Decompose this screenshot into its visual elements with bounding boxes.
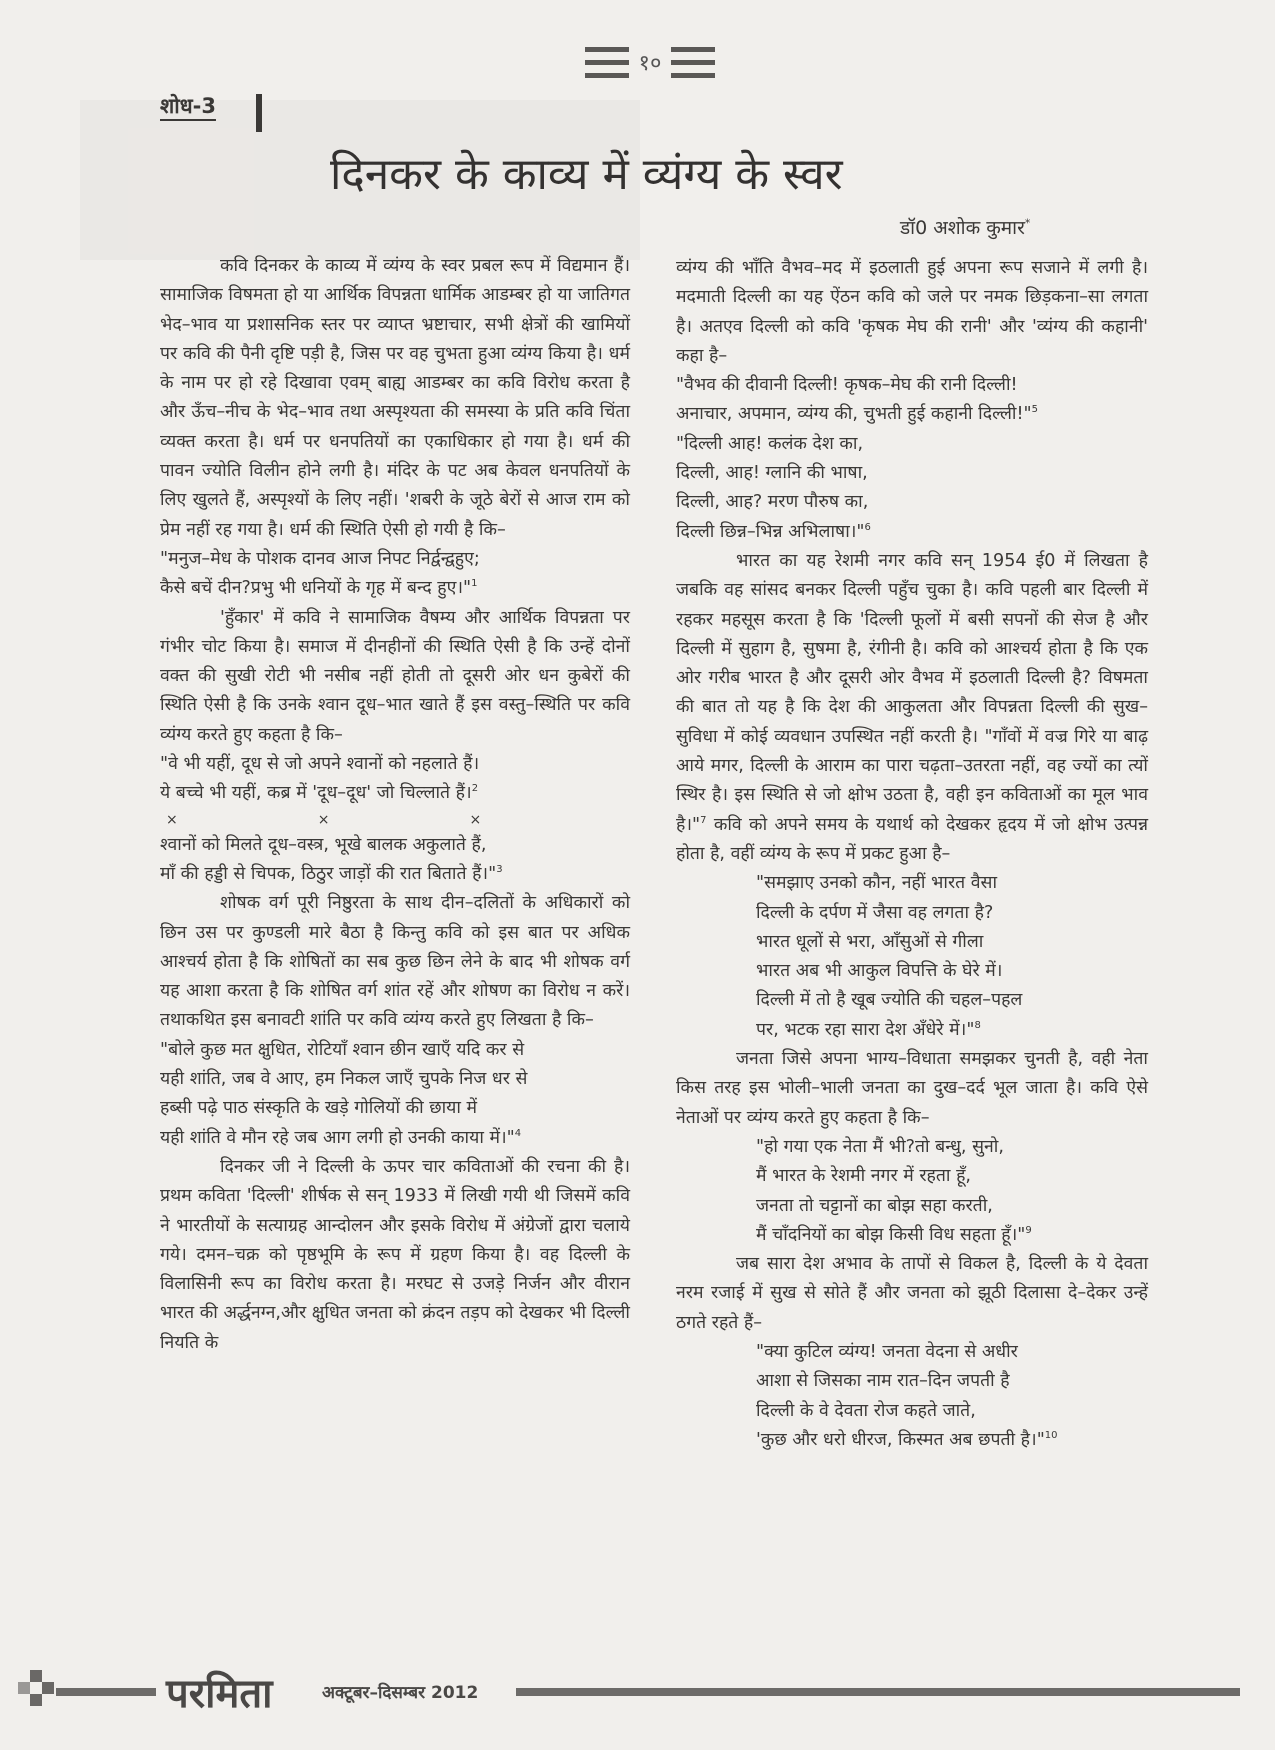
- text-run: "वैभव की दीवानी दिल्ली! कृषक–मेघ की रानी दिल्ली!: [676, 375, 1018, 396]
- verse-line: [676, 430, 1148, 459]
- text-run: मैं चाँदनियों का बोझ किसी विध सहता हूँ।": [756, 1224, 1026, 1245]
- footer-brand: परमिता: [166, 1671, 273, 1717]
- verse-line: [676, 1426, 1148, 1455]
- text-run: दिनकर जी ने दिल्ली के ऊपर चार कविताओं की रचना की है। प्रथम कविता 'दिल्ली' शीर्षक से सन् 1933 में लिखी गयी थी जिसमें कवि ने भारतीयों के सत्याग्रह आन्दोलन और इसके विरोध में अंग्रेजों द्वारा चलाये गये। दमन–चक्र को पृष्ठभूमि के रूप में ग्रहण किया है। वह दिल्ली के विलासिनी रूप का विरोध करता है। मरघट से उजड़े निर्जन और वीरान भारत की अर्द्धनग्न,और क्षुधित जनता को क्रंदन तड़प को देखकर भी दिल्ली नियति के: [160, 1156, 630, 1353]
- section-break-cross: ×: [317, 811, 330, 828]
- author-footnote-mark: *: [1024, 216, 1031, 230]
- text-run: दिल्ली, आह? मरण पौरुष का,: [676, 492, 869, 513]
- page-number: १०: [638, 51, 662, 76]
- right-column: [676, 254, 1148, 1455]
- text-run: भारत धूलों से भरा, आँसुओं से गीला: [756, 931, 984, 952]
- body-paragraph: [160, 889, 630, 1035]
- footer-date: अक्टूबर–दिसम्बर 2012: [322, 1683, 479, 1703]
- verse-line: [676, 1016, 1148, 1045]
- author-line: [900, 214, 1030, 240]
- text-run: आशा से जिसका नाम रात–दिन जपती है: [756, 1371, 1010, 1392]
- text-run: भारत का यह रेशमी नगर कवि सन् 1954 ई0 में लिखता है जबकि वह सांसद बनकर दिल्ली पहुँच चुका है। कवि पहली बार दिल्ली में रहकर महसूस करता है कि 'दिल्ली फूलों में बसी सपनों की सेज है और दिल्ली में सुहाग है, सुषमा है, रंगीनी है। कवि को आश्चर्य होता है कि एक ओर गरीब भारत है और दूसरी ओर वैभव में इठलाती दिल्ली है? विषमता की बात तो यह है कि देश की आकुलता और विपन्नता दिल्ली की सुख–सुविधा में कोई व्यवधान उपस्थित नहीं करती है। "गाँवों में वज्र गिरे या बाढ़ आये मगर, दिल्ली के आराम का पारा चढ़ता–उतरता नहीं, वह ज्यों का त्यों स्थिर है। इस स्थिति से जो क्षोभ उठता है, वही इन कविताओं का मूल भाव है।": [676, 550, 1148, 835]
- text-run: दिल्ली के वे देवता रोज कहते जाते,: [756, 1400, 976, 1421]
- verse-line: [676, 899, 1148, 928]
- left-column: [160, 252, 630, 1358]
- verse-line: [676, 400, 1148, 429]
- verse-line: [676, 1221, 1148, 1250]
- verse-line: [676, 1367, 1148, 1396]
- page-number-ornament: [560, 32, 740, 92]
- verse-line: [676, 459, 1148, 488]
- footnote-ref: 1: [471, 578, 478, 590]
- text-run: श्वानों को मिलते दूध–वस्त्र, भूखे बालक अकुलाते हैं,: [160, 834, 487, 855]
- text-run: कवि दिनकर के काव्य में व्यंग्य के स्वर प्रबल रूप में विद्यमान हैं। सामाजिक विषमता हो या आर्थिक विपन्नता धार्मिक आडम्बर हो या जातिगत भेद–भाव या प्रशासनिक स्तर पर व्याप्त भ्रष्टाचार, सभी क्षेत्रों की खामियों पर कवि की पैनी दृष्टि पड़ी है, जिस पर वह चुभता हुआ व्यंग्य किया है। धर्म के नाम पर हो रहे दिखावा एवम् बाह्य आडम्बर का कवि विरोध करता है और ऊँच–नीच के भेद–भाव तथा अस्पृश्यता की समस्या के प्रति कवि चिंता व्यक्त करता है। धर्म पर धनपतियों का एकाधिकार हो गया है। धर्म की पावन ज्योति विलीन होने लगी है। मंदिर के पट अब केवल धनपतियों के लिए खुलते हैं, अस्पृश्यों के लिए नहीं। 'शबरी के जूठे बेरों से आज राम को प्रेम नहीं रह गया है। धर्म की स्थिति ऐसी हो गयी है कि–: [160, 256, 630, 540]
- verse-line: [676, 1133, 1148, 1162]
- footnote-ref: 7: [700, 814, 707, 826]
- text-run: दिल्ली, आह! ग्लानि की भाषा,: [676, 463, 868, 484]
- section-break: [160, 809, 630, 831]
- verse-line: [676, 1397, 1148, 1426]
- text-run: दिल्ली के दर्पण में जैसा वह लगता है?: [756, 902, 994, 923]
- verse-line: [160, 545, 630, 574]
- footer-pixel: [18, 1682, 30, 1694]
- verse-line: [160, 750, 630, 779]
- verse-line: [160, 574, 630, 603]
- text-run: शोषक वर्ग पूरी निष्ठुरता के साथ दीन–दलितों के अधिकारों को छिन उस पर कुण्डली मारे बैठा है किन्तु कवि को इस बात पर अधिक आश्चर्य होता है कि शोषितों का सब कुछ छिन लेने के बाद भी शोषक वर्ग यह आशा करता है कि शोषित वर्ग शांत रहें और शोषण का विरोध न करें। तथाकथित इस बनावटी शांति पर कवि व्यंग्य करते हुए लिखता है कि–: [160, 893, 630, 1031]
- footer-pixel: [42, 1682, 54, 1694]
- footer-rule-right: [516, 1688, 1240, 1696]
- body-paragraph: [676, 254, 1148, 371]
- body-paragraph: [160, 1153, 630, 1358]
- text-run: "मनुज–मेध के पोशक दानव आज निपट निर्द्वन्द्वहुए;: [160, 548, 480, 569]
- text-run: "दिल्ली आह! कलंक देश का,: [676, 433, 864, 454]
- text-run: "समझाए उनको कौन, नहीं भारत वैसा: [756, 873, 998, 894]
- body-paragraph: [676, 547, 1148, 869]
- body-paragraph: [676, 1045, 1148, 1133]
- verse-line: [160, 779, 630, 808]
- footnote-ref: 10: [1044, 1430, 1058, 1442]
- text-run: व्यंग्य की भाँति वैभव–मद में इठलाती हुई अपना रूप सजाने में लगी है। मदमाती दिल्ली का यह ऐंठन कवि को जले पर नमक छिड़कना–सा लगता है। अतएव दिल्ली को कवि 'कृषक मेघ की रानी' और 'व्यंग्य की कहानी' कहा है–: [676, 258, 1148, 366]
- text-run: यही शांति, जब वे आए, हम निकल जाएँ चुपके निज धर से: [160, 1069, 528, 1090]
- footer-pixel: [30, 1670, 42, 1682]
- footer-pixel: [30, 1694, 42, 1706]
- text-run: 'कुछ और धरो धीरज, किस्मत अब छपती है।": [756, 1429, 1045, 1450]
- verse-line: [676, 1192, 1148, 1221]
- verse-line: [160, 831, 630, 860]
- verse-line: [160, 860, 630, 889]
- verse-line: [160, 1065, 630, 1094]
- section-marker: [256, 94, 262, 132]
- text-run: पर, भटक रहा सारा देश अँधेरे में।": [756, 1019, 975, 1040]
- text-run: "क्या कुटिल व्यंग्य! जनता वेदना से अधीर: [756, 1341, 1018, 1362]
- text-run: जब सारा देश अभाव के तापों से विकल है, दिल्ली के ये देवता नरम रजाई में सुख से सोते हैं और जनता को झूठी दिलासा दे–देकर उन्हें ठगते रहते हैं–: [676, 1254, 1148, 1333]
- footnote-ref: 5: [1031, 404, 1039, 416]
- text-run: ये बच्चे भी यहीं, कब्र में 'दूध–दूध' जो चिल्लाते हैं।: [160, 783, 472, 804]
- body-paragraph: [160, 252, 630, 545]
- footnote-ref: 6: [864, 521, 871, 533]
- body-paragraph: [676, 1250, 1148, 1338]
- page-footer: [0, 1660, 1275, 1720]
- verse-line: [676, 371, 1148, 400]
- verse-line: [676, 518, 1148, 547]
- text-run: 'हुँकार' में कवि ने सामाजिक वैषम्य और आर्थिक विपन्नता पर गंभीर चोट किया है। समाज में दीनहीनों की स्थिति ऐसी है कि उन्हें दोनों वक्त की सुखी रोटी भी नसीब नहीं होती तो दूसरी ओर धन कुबेरों की स्थिति ऐसी है कि उनके श्वान दूध–भात खाते हैं इस वस्तु–स्थिति पर कवि व्यंग्य करते हुए कहता है कि–: [160, 607, 630, 745]
- verse-line: [160, 1124, 630, 1153]
- text-run: दिल्ली छिन्न–भिन्न अभिलाषा।": [676, 521, 865, 542]
- section-label: शोध-3: [160, 94, 216, 118]
- footnote-ref: 2: [471, 783, 479, 795]
- text-run: "बोले कुछ मत क्षुधित, रोटियाँ श्वान छीन खाएँ यदि कर से: [160, 1039, 525, 1060]
- text-run: भारत अब भी आकुल विपत्ति के घेरे में।: [756, 961, 1003, 982]
- text-run: कैसे बचें दीन?प्रभु भी धनियों के गृह में बन्द हुए।": [160, 578, 472, 599]
- body-paragraph: [160, 604, 630, 750]
- footnote-ref: 9: [1025, 1224, 1032, 1236]
- footnote-ref: 4: [514, 1127, 522, 1139]
- author-name: डॉ0 अशोक कुमार: [900, 217, 1025, 239]
- text-run: "वे भी यहीं, दूध से जो अपने श्वानों को नहलाते हैं।: [160, 754, 480, 775]
- verse-line: [676, 928, 1148, 957]
- left-ornament-bars: [585, 47, 629, 78]
- text-run: जनता तो चट्टानों का बोझ सहा करती,: [756, 1195, 993, 1216]
- verse-line: [676, 1338, 1148, 1367]
- section-break-cross: ×: [469, 811, 482, 828]
- text-run: माँ की हड्डी से चिपक, ठिठुर जाड़ों की रात बिताते हैं।": [160, 863, 497, 884]
- verse-line: [676, 869, 1148, 898]
- text-run: हब्सी पढ़े पाठ संस्कृति के खड़े गोलियों की छाया में: [160, 1098, 478, 1119]
- footer-rule-left: [56, 1688, 156, 1696]
- footnote-ref: 3: [496, 864, 503, 876]
- verse-line: [676, 957, 1148, 986]
- text-run: यही शांति वे मौन रहे जब आग लगी हो उनकी काया में।": [160, 1127, 515, 1148]
- verse-line: [676, 1162, 1148, 1191]
- verse-line: [160, 1036, 630, 1065]
- article-title: दिनकर के काव्य में व्यंग्य के स्वर: [330, 149, 843, 200]
- text-run: मैं भारत के रेशमी नगर में रहता हूँ,: [756, 1166, 972, 1187]
- right-ornament-bars: [671, 47, 715, 78]
- text-run: दिल्ली में तो है खूब ज्योति की चहल–पहल: [756, 990, 1023, 1011]
- section-break-cross: ×: [166, 811, 178, 828]
- verse-line: [676, 986, 1148, 1015]
- text-run: जनता जिसे अपना भाग्य–विधाता समझकर चुनती है, वही नेता किस तरह इस भोली–भाली जनता का दुख–दर्द भूल जाता है। कवि ऐसे नेताओं पर व्यंग्य करते हुए कहता है कि–: [676, 1049, 1148, 1128]
- verse-line: [160, 1094, 630, 1123]
- footnote-ref: 8: [974, 1019, 981, 1031]
- text-run: "हो गया एक नेता मैं भी?तो बन्धु, सुनो,: [756, 1136, 1004, 1157]
- verse-line: [676, 488, 1148, 517]
- text-run: कवि को अपने समय के यथार्थ को देखकर हृदय में जो क्षोभ उत्पन्न होता है, वहीं व्यंग्य के रूप में प्रकट हुआ है–: [676, 814, 1148, 864]
- text-run: अनाचार, अपमान, व्यंग्य की, चुभती हुई कहानी दिल्ली!": [676, 404, 1032, 425]
